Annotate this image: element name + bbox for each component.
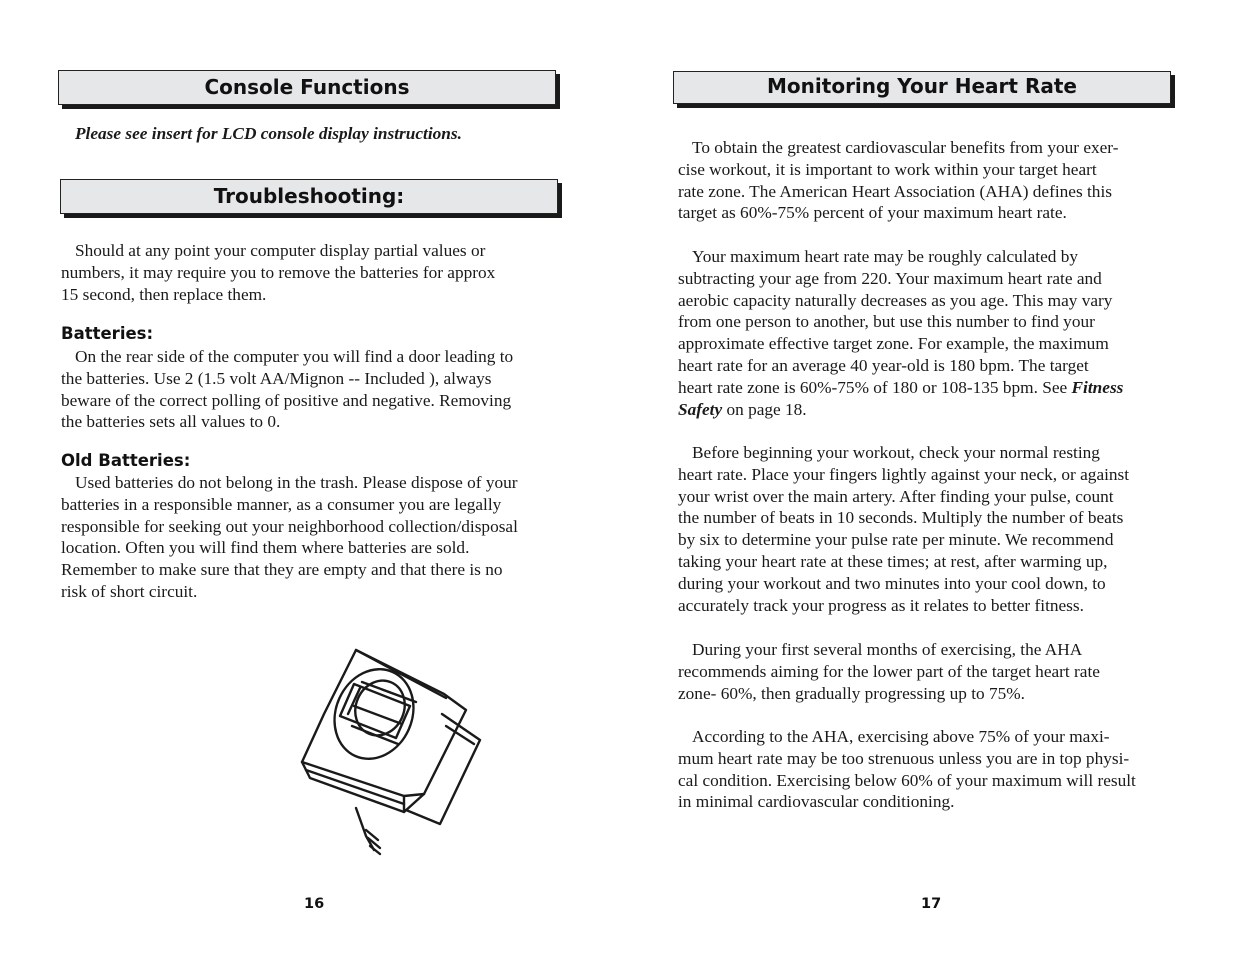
fitness-safety-reference: Safety — [678, 399, 723, 419]
text-line: in minimal cardiovascular conditioning. — [678, 792, 955, 812]
text-run: heart rate zone is 60%-75% of 180 or 108-135 bpm. See — [678, 377, 1072, 397]
heart-rate-paragraph-2 — [678, 246, 1123, 420]
text-line: your wrist over the main artery. After finding your pulse, count — [678, 486, 1114, 506]
text-line: batteries in a responsible manner, as a consumer you are legally — [61, 494, 502, 514]
text-line: by six to determine your pulse rate per minute. We recommend — [678, 530, 1114, 550]
text-line: Used batteries do not belong in the trash. Please dispose of your — [75, 473, 518, 492]
text-line: location. Often you will find them where batteries are sold. — [61, 538, 470, 558]
text-line: accurately track your progress as it relates to better fitness. — [678, 595, 1084, 615]
page-number: 17 — [921, 896, 942, 912]
batteries-paragraph — [61, 346, 513, 433]
text-line: the number of beats in 10 seconds. Multiply the number of beats — [678, 508, 1124, 528]
text-line: cise workout, it is important to work within your target heart — [678, 159, 1097, 179]
text-line: the batteries sets all values to 0. — [61, 412, 281, 432]
text-line: during your workout and two minutes into your cool down, to — [678, 573, 1106, 593]
text-line: According to the AHA, exercising above 75% of your maxi- — [692, 727, 1110, 746]
text-line: target as 60%-75% percent of your maximum heart rate. — [678, 203, 1067, 223]
text-line: On the rear side of the computer you will find a door leading to — [75, 347, 514, 366]
text-line: numbers, it may require you to remove the batteries for approx — [61, 262, 496, 282]
console-functions-heading: Console Functions — [58, 70, 556, 105]
text-line — [678, 377, 1123, 399]
text-line: the batteries. Use 2 (1.5 volt AA/Mignon -- Included ), always — [61, 368, 492, 388]
text-line: cal condition. Exercising below 60% of your maximum will result — [678, 770, 1136, 790]
troubleshooting-heading: Troubleshooting: — [60, 179, 558, 214]
old-batteries-heading: Old Batteries: — [61, 451, 191, 470]
fitness-safety-reference: Fitness — [1071, 377, 1124, 397]
text-line: Should at any point your computer display partial values or — [75, 241, 486, 260]
text-line: approximate effective target zone. For example, the maximum — [678, 334, 1109, 354]
heart-rate-paragraph-5 — [678, 726, 1136, 813]
troubleshooting-paragraph — [61, 240, 495, 305]
text-line: 15 second, then replace them. — [61, 284, 267, 304]
right-page — [617, 0, 1235, 954]
heart-rate-paragraph-3 — [678, 442, 1129, 616]
left-page — [0, 0, 617, 954]
text-line: heart rate. Place your fingers lightly against your neck, or against — [678, 464, 1130, 484]
text-line: from one person to another, but use this number to find your — [678, 312, 1095, 332]
text-line: taking your heart rate at these times; at rest, after warming up, — [678, 551, 1108, 571]
text-line: risk of short circuit. — [61, 581, 198, 601]
page-number: 16 — [304, 896, 325, 912]
text-line: responsible for seeking out your neighborhood collection/disposal — [61, 516, 518, 536]
text-line: mum heart rate may be too strenuous unless you are in top physi- — [678, 748, 1130, 768]
heart-rate-paragraph-4 — [678, 639, 1100, 704]
text-line: rate zone. The American Heart Association (AHA) defines this — [678, 181, 1112, 201]
heart-rate-heading: Monitoring Your Heart Rate — [673, 71, 1171, 104]
heart-rate-paragraph-1 — [678, 137, 1118, 224]
text-line: Before beginning your workout, check your normal resting — [692, 443, 1100, 462]
text-line: Your maximum heart rate may be roughly calculated by — [692, 247, 1079, 266]
text-line: recommends aiming for the lower part of the target heart rate — [678, 661, 1100, 681]
console-note: Please see insert for LCD console display instructions. — [75, 124, 462, 143]
text-line: aerobic capacity naturally decreases as you age. This may vary — [678, 290, 1113, 310]
text-line — [678, 399, 1123, 421]
text-line: heart rate for an average 40 year-old is 180 bpm. The target — [678, 355, 1089, 375]
console-battery-door-icon — [294, 644, 484, 860]
text-run: on page 18. — [722, 399, 807, 419]
text-line: subtracting your age from 220. Your maximum heart rate and — [678, 268, 1102, 288]
text-line: Remember to make sure that they are empty and that there is no — [61, 560, 503, 580]
text-line: During your first several months of exercising, the AHA — [692, 640, 1083, 659]
text-line: zone- 60%, then gradually progressing up to 75%. — [678, 683, 1025, 703]
text-line: To obtain the greatest cardiovascular benefits from your exer- — [692, 138, 1119, 157]
batteries-heading: Batteries: — [61, 324, 154, 343]
old-batteries-paragraph — [61, 472, 518, 603]
text-line: beware of the correct polling of positive and negative. Removing — [61, 390, 512, 410]
